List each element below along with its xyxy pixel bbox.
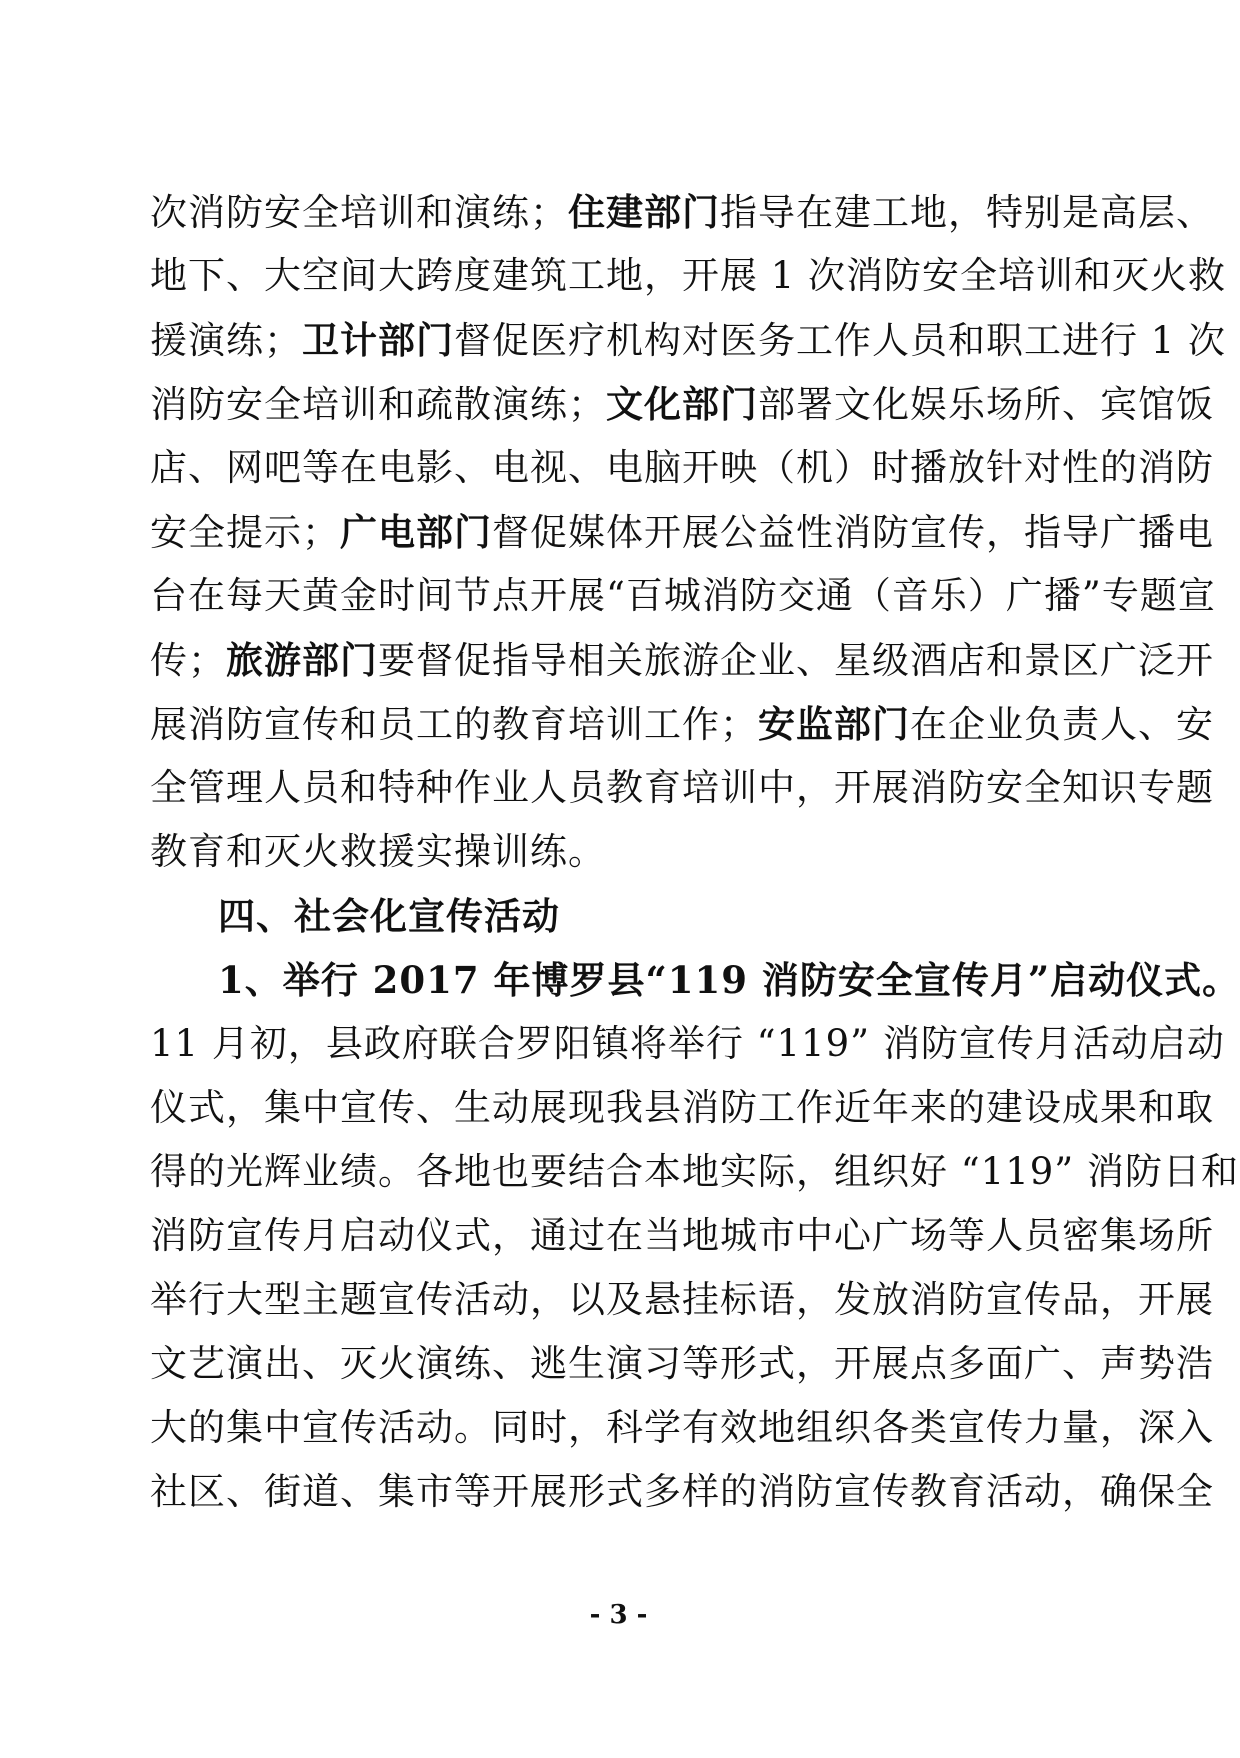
body-line: 展消防宣传和员工的教育培训工作；安监部门在企业负责人、安 [150,702,1214,746]
body-line: 文艺演出、灭火演练、逃生演习等形式，开展点多面广、声势浩 [150,1342,1214,1385]
body-line: 社区、街道、集市等开展形式多样的消防宣传教育活动，确保全 [150,1470,1214,1513]
body-line: 传；旅游部门要督促指导相关旅游企业、星级酒店和景区广泛开 [150,638,1214,682]
body-line: 援演练；卫计部门督促医疗机构对医务工作人员和职工进行 1 次 [150,318,1227,362]
body-line: 举行大型主题宣传活动，以及悬挂标语，发放消防宣传品，开展 [150,1278,1214,1321]
body-line: 教育和灭火救援实操训练。 [150,830,606,873]
body-line: 11 月初，县政府联合罗阳镇将举行 “119” 消防宣传月活动启动 [150,1022,1225,1065]
body-line: 大的集中宣传活动。同时，科学有效地组织各类宣传力量，深入 [150,1406,1214,1449]
body-line: 得的光辉业绩。各地也要结合本地实际，组织好 “119” 消防日和 [150,1150,1239,1193]
section-heading: 四、社会化宣传活动 [218,894,560,938]
body-line: 仪式，集中宣传、生动展现我县消防工作近年来的建设成果和取 [150,1086,1214,1129]
body-line: 店、网吧等在电影、电视、电脑开映（机）时播放针对性的消防 [150,446,1214,489]
body-line: 安全提示；广电部门督促媒体开展公益性消防宣传，指导广播电 [150,510,1214,554]
body-line: 地下、大空间大跨度建筑工地，开展 1 次消防安全培训和灭火救 [150,254,1227,297]
body-line: 消防安全培训和疏散演练；文化部门部署文化娱乐场所、宾馆饭 [150,382,1214,426]
body-line: 次消防安全培训和演练；住建部门指导在建工地，特别是高层、 [150,190,1214,234]
page-number: - 3 - [589,1600,648,1630]
document-body [150,180,1240,1524]
body-line: 全管理人员和特种作业人员教育培训中，开展消防安全知识专题 [150,766,1214,809]
body-line: 消防宣传月启动仪式，通过在当地城市中心广场等人员密集场所 [150,1214,1214,1257]
body-line: 台在每天黄金时间节点开展“百城消防交通（音乐）广播”专题宣 [150,574,1216,617]
item-heading: 1、举行 2017 年博罗县“119 消防安全宣传月”启动仪式。 [218,958,1240,1002]
